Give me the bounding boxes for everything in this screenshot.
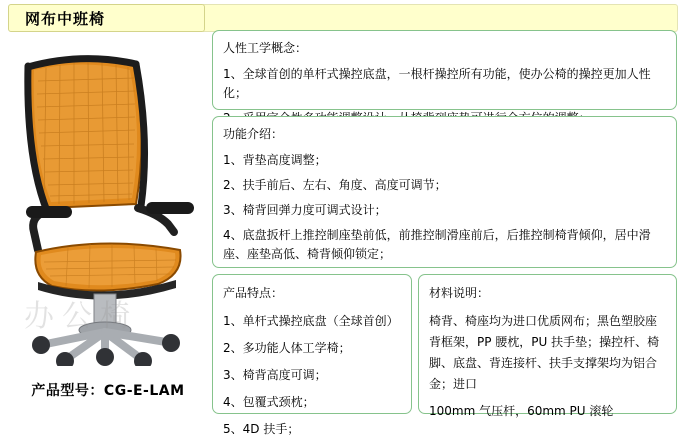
functions-heading: 功能介绍：	[223, 127, 284, 141]
title-banner-strip	[203, 4, 678, 32]
functions-box	[212, 116, 677, 268]
ergonomics-heading: 人性工学概念：	[223, 41, 308, 55]
features-item: 3、椅背高度可调；	[223, 368, 327, 382]
materials-box	[418, 274, 677, 418]
features-item: 4、包覆式颈枕；	[223, 395, 315, 409]
features-item: 5、4D 扶手；	[223, 422, 300, 436]
functions-item: 3、椅背回弹力度可调式设计；	[223, 203, 387, 217]
materials-item: 100mm 气压杆，60mm PU 滚轮	[429, 404, 614, 418]
materials-item: 椅背、椅座均为进口优质网布；黑色塑胶座背框架，PP 腰枕，PU 扶手垫；操控杆、椅脚、底盘、背连接杆、扶手支撑架均为铝合金；进口	[429, 314, 660, 391]
model-label: 产品型号：	[31, 383, 104, 399]
ergonomics-box	[212, 30, 677, 110]
features-heading: 产品特点：	[223, 286, 284, 300]
product-photo	[8, 36, 208, 376]
chair-backrest	[28, 59, 145, 211]
features-item: 1、单杆式操控底盘（全球首创）	[223, 314, 399, 328]
model-number	[8, 380, 208, 400]
features-box	[212, 274, 412, 436]
watermark-text: 办公椅	[24, 299, 138, 334]
features-item: 2、多功能人体工学椅；	[223, 341, 351, 355]
functions-item: 2、扶手前后、左右、角度、高度可调节；	[223, 178, 447, 192]
title-banner	[8, 4, 205, 32]
ergonomics-item: 1、全球首创的单杆式操控底盘，一根杆操控所有功能，使办公椅的操控更加人性化；	[223, 67, 651, 100]
model-value: CG-E-LAM	[103, 383, 185, 399]
materials-heading: 材料说明：	[429, 286, 490, 300]
functions-item: 1、背垫高度调整；	[223, 153, 327, 167]
page-title: 网布中班椅	[25, 9, 106, 28]
functions-item: 4、底盘扳杆上推控制座垫前低，前推控制滑座前后，后推控制椅背倾仰，居中滑座、座垫高低、椅背倾仰锁定；	[223, 228, 651, 261]
